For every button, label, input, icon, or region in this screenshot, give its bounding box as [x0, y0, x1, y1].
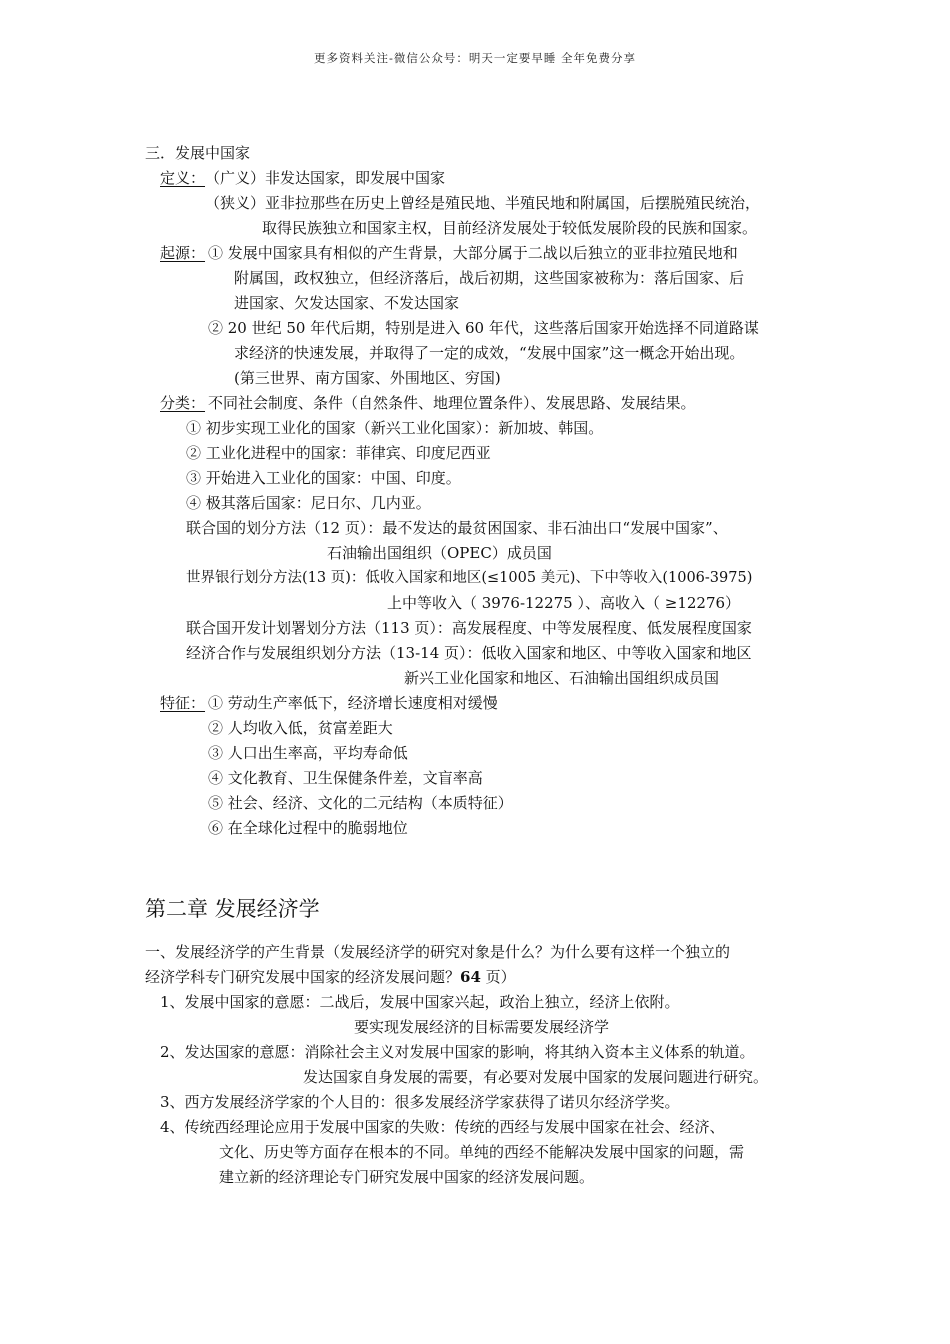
origin-item2-line2: 求经济的快速发展，并取得了一定的成效，“发展中国家”这一概念开始出现。 [234, 344, 745, 362]
point2-line2: 发达国家自身发展的需要，有必要对发展中国家的发展问题进行研究。 [303, 1068, 769, 1086]
page-number: 64 [460, 968, 481, 986]
classification-intro: 不同社会制度、条件（自然条件、地理位置条件）、发展思路、发展结果。 [208, 394, 696, 412]
feature-item: ① 劳动生产率低下，经济增长速度相对缓慢 [208, 694, 498, 712]
world-bank-method-line1: 世界银行划分方法(13 页)：低收入国家和地区(≤1005 美元)、下中等收入(1006-3975) [186, 570, 753, 586]
classification-item: ② 工业化进程中的国家：菲律宾、印度尼西亚 [186, 444, 491, 462]
undp-method-line: 联合国开发计划署划分方法（113 页）：高发展程度、中等发展程度、低发展程度国家 [186, 619, 752, 637]
chapter-title: 第二章 发展经济学 [145, 897, 320, 921]
point1-line1: 1、发展中国家的意愿：二战后，发展中国家兴起，政治上独立，经济上依附。 [160, 993, 680, 1011]
un-method-line2: 石油输出国组织（OPEC）成员国 [327, 544, 552, 562]
feature-item: ② 人均收入低，贫富差距大 [208, 719, 393, 737]
point4-line3: 建立新的经济理论专门研究发展中国家的经济发展问题。 [219, 1168, 595, 1186]
origin-item1-line2: 附属国，政权独立，但经济落后，战后初期，这些国家被称为：落后国家、后 [234, 269, 745, 287]
page-header: 更多资料关注-微信公众号：明天一定要早睡 全年免费分享 [313, 51, 637, 65]
origin-label: 起源： [160, 244, 206, 262]
point1-line2: 要实现发展经济的目标需要发展经济学 [354, 1018, 610, 1036]
oecd-method-line1: 经济合作与发展组织划分方法（13-14 页）：低收入国家和地区、中等收入国家和地区 [186, 644, 752, 662]
point3-line1: 3、西方发展经济学家的个人目的：很多发展经济学家获得了诺贝尔经济学奖。 [160, 1093, 680, 1111]
point2-line1: 2、发达国家的意愿：消除社会主义对发展中国家的影响，将其纳入资本主义体系的轨道。 [160, 1043, 755, 1061]
definition-label: 定义： [160, 169, 206, 187]
definition-broad: （广义）非发达国家，即发展中国家 [205, 169, 446, 187]
section-title: 三．发展中国家 [145, 144, 251, 162]
origin-item2-line1: ② 20 世纪 50 年代后期，特别是进入 60 年代，这些落后国家开始选择不同道路谋 [208, 319, 759, 337]
classification-item: ③ 开始进入工业化的国家：中国、印度。 [186, 469, 461, 487]
origin-item1-line1: ① 发展中国家具有相似的产生背景，大部分属于二战以后独立的亚非拉殖民地和 [208, 244, 738, 262]
question-text: 经济学科专门研究发展中国家的经济发展问题？ [145, 968, 461, 986]
classification-item: ④ 极其落后国家：尼日尔、几内亚。 [186, 494, 431, 512]
point4-line2: 文化、历史等方面存在根本的不同。单纯的西经不能解决发展中国家的问题，需 [219, 1143, 745, 1161]
feature-item: ⑤ 社会、经济、文化的二元结构（本质特征） [208, 794, 513, 812]
features-label: 特征： [160, 694, 206, 712]
oecd-method-line2: 新兴工业化国家和地区、石油输出国组织成员国 [404, 669, 720, 687]
point4-line1: 4、传统西经理论应用于发展中国家的失败：传统的西经与发展中国家在社会、经济、 [160, 1118, 725, 1136]
question-suffix: 页） [480, 968, 516, 986]
feature-item: ⑥ 在全球化过程中的脆弱地位 [208, 819, 408, 837]
un-method-line1: 联合国的划分方法（12 页）：最不发达的最贫困国家、非石油出口“发展中国家”、 [186, 519, 728, 537]
definition-narrow-1: （狭义）亚非拉那些在历史上曾经是殖民地、半殖民地和附属国，后摆脱殖民统治， [205, 194, 761, 212]
chapter-question-line1: 一、发展经济学的产生背景（发展经济学的研究对象是什么？为什么要有这样一个独立的 [145, 943, 731, 961]
chapter-question-line2 [145, 967, 516, 987]
origin-item2-line3: (第三世界、南方国家、外围地区、穷国) [234, 369, 501, 387]
definition-narrow-2: 取得民族独立和国家主权，目前经济发展处于较低发展阶段的民族和国家。 [262, 219, 758, 237]
origin-item1-line3: 进国家、欠发达国家、不发达国家 [234, 294, 460, 312]
world-bank-method-line2: 上中等收入（ 3976-12275 ）、高收入（ ≥12276） [387, 594, 741, 612]
classification-item: ① 初步实现工业化的国家（新兴工业化国家）：新加坡、韩国。 [186, 419, 604, 437]
feature-item: ③ 人口出生率高，平均寿命低 [208, 744, 408, 762]
feature-item: ④ 文化教育、卫生保健条件差，文盲率高 [208, 769, 483, 787]
classification-label: 分类： [160, 394, 206, 412]
